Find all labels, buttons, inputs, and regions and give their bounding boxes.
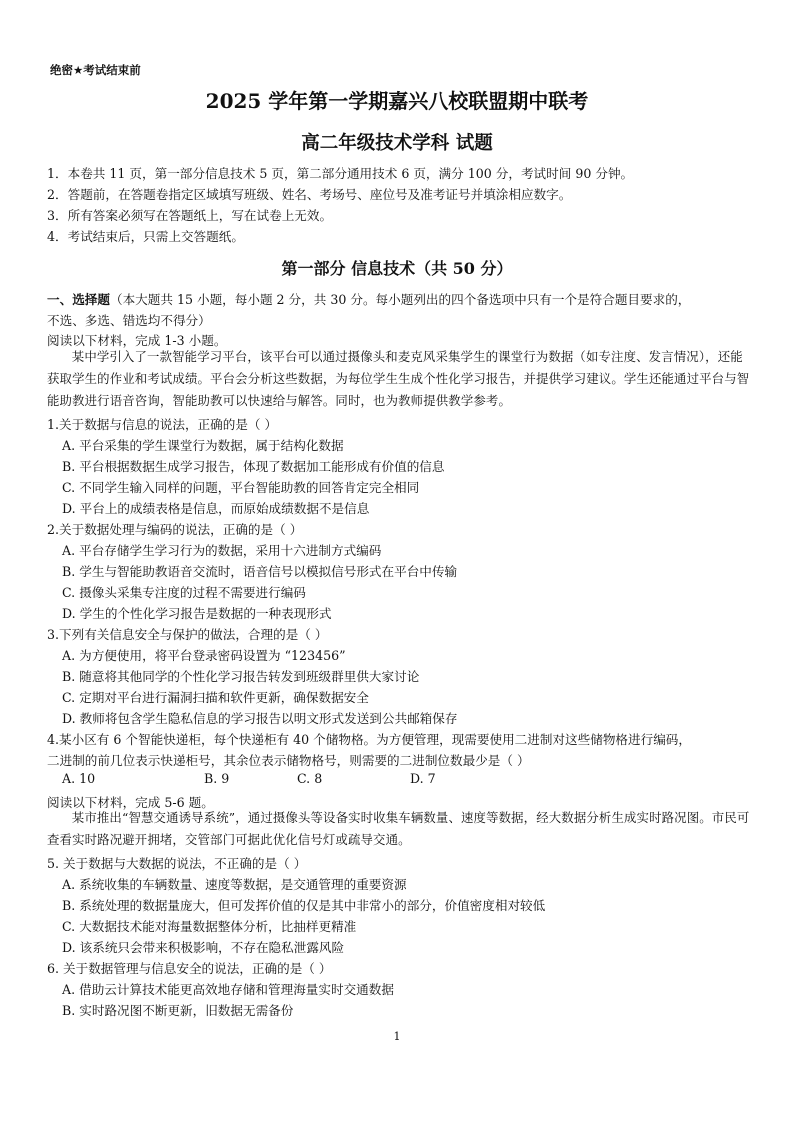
question-4-option-d: D. 7 [410, 771, 436, 786]
question-3-option-c: C. 定期对平台进行漏洞扫描和软件更新，确保数据安全 [62, 690, 369, 705]
reading-prompt-1: 阅读以下材料，完成 1-3 小题。 [47, 333, 227, 348]
question-5-option-c: C. 大数据技术能对海量数据整体分析，比抽样更精准 [62, 919, 357, 934]
exam-subtitle: 高二年级技术学科 试题 [301, 133, 493, 154]
page-number: 1 [393, 1030, 401, 1043]
question-6-option-b: B. 实时路况图不断更新，旧数据无需备份 [62, 1003, 294, 1018]
note-1: 1．本卷共 11 页，第一部分信息技术 5 页，第二部分通用技术 6 页，满分 100 分，考试时间 90 分钟。 [47, 166, 634, 181]
question-6-option-a: A. 借助云计算技术能更高效地存储和管理海量实时交通数据 [62, 982, 394, 997]
question-3-option-d: D. 教师将包含学生隐私信息的学习报告以明文形式发送到公共邮箱保存 [62, 711, 458, 726]
instructions-text: （本大题共 15 小题，每小题 2 分，共 30 分。每小题列出的四个备选项中只有一个是符合题目要求的， [109, 292, 691, 307]
note-2: 2．答题前，在答题卷指定区域填写班级、姓名、考场号、座位号及准考证号并填涂相应数字。 [47, 187, 572, 202]
confidential-mark: 绝密★考试结束前 [50, 63, 141, 77]
question-4-stem-line-2: 二进制的前几位表示快递柜号，其余位表示储物格号，则需要的二进制位数最少是（ ） [47, 753, 530, 768]
question-4-option-a: A. 10 [62, 771, 96, 786]
question-2-option-a: A. 平台存储学生学习行为的数据，采用十六进制方式编码 [62, 543, 382, 558]
material-1: 某中学引入了一款智能学习平台，该平台可以通过摄像头和麦克风采集学生的课堂行为数据（如专注度、发言情况），还能获取学生的作业和考试成绩。平台会分析这些数据，为每位学生生成个性化学习报告，并提供学习建议。学生还能通过平台与智能助教进行语音咨询，智能助教可以快速给与解答。同时，也为教师提供教学参考。 [47, 349, 750, 408]
question-1-option-d: D. 平台上的成绩表格是信息，而原始成绩数据不是信息 [62, 501, 370, 516]
material-2: 某市推出“智慧交通诱导系统”，通过摄像头等设备实时收集车辆数量、速度等数据，经大数据分析生成实时路况图。市民可查看实时路况避开拥堵，交管部门可据此优化信号灯或疏导交通。 [47, 810, 750, 847]
question-1-stem: 1.关于数据与信息的说法，正确的是（ ） [47, 417, 278, 432]
question-2-option-b: B. 学生与智能助教语音交流时，语音信号以模拟信号形式在平台中传输 [62, 564, 458, 579]
question-3-option-b: B. 随意将其他同学的个性化学习报告转发到班级群里供大家讨论 [62, 669, 420, 684]
question-6-stem: 6. 关于数据管理与信息安全的说法，正确的是（ ） [47, 961, 332, 976]
question-2-option-c: C. 摄像头采集专注度的过程不需要进行编码 [62, 585, 306, 600]
section-title: 第一部分 信息技术（共 50 分） [281, 259, 513, 278]
question-5-option-a: A. 系统收集的车辆数量、速度等数据，是交通管理的重要资源 [62, 877, 407, 892]
question-4-option-c: C. 8 [297, 771, 323, 786]
question-2-option-d: D. 学生的个性化学习报告是数据的一种表现形式 [62, 606, 332, 621]
note-3: 3．所有答案必须写在答题纸上，写在试卷上无效。 [47, 208, 333, 223]
note-4: 4．考试结束后，只需上交答题纸。 [47, 229, 244, 244]
question-1-option-a: A. 平台采集的学生课堂行为数据，属于结构化数据 [62, 438, 344, 453]
exam-title: 2025 学年第一学期嘉兴八校联盟期中联考 [205, 89, 589, 113]
instructions-line-2: 不选、多选、错选均不得分） [47, 313, 211, 328]
question-4-stem-line-1: 4.某小区有 6 个智能快递柜，每个快递柜有 40 个储物格。为方便管理，现需要使用二进制对这些储物格进行编码， [47, 732, 691, 747]
instructions-line-1 [47, 289, 690, 308]
question-3-stem: 3.下列有关信息安全与保护的做法，合理的是（ ） [47, 627, 328, 642]
question-3-option-a: A. 为方便使用，将平台登录密码设置为 “123456” [62, 648, 346, 663]
question-5-option-d: D. 该系统只会带来积极影响，不存在隐私泄露风险 [62, 940, 345, 955]
question-1-option-b: B. 平台根据数据生成学习报告，体现了数据加工能形成有价值的信息 [62, 459, 445, 474]
question-1-option-c: C. 不同学生输入同样的问题，平台智能助教的回答肯定完全相同 [62, 480, 420, 495]
instructions-label: 一、选择题 [47, 292, 110, 307]
question-4-choices [62, 771, 436, 786]
question-5-stem: 5. 关于数据与大数据的说法，不正确的是（ ） [47, 856, 307, 871]
reading-prompt-2: 阅读以下材料，完成 5-6 题。 [47, 795, 214, 810]
question-4-option-b: B. 9 [204, 771, 230, 786]
question-2-stem: 2.关于数据处理与编码的说法，正确的是（ ） [47, 522, 303, 537]
question-5-option-b: B. 系统处理的数据量庞大，但可发挥价值的仅是其中非常小的部分，价值密度相对较低 [62, 898, 546, 913]
